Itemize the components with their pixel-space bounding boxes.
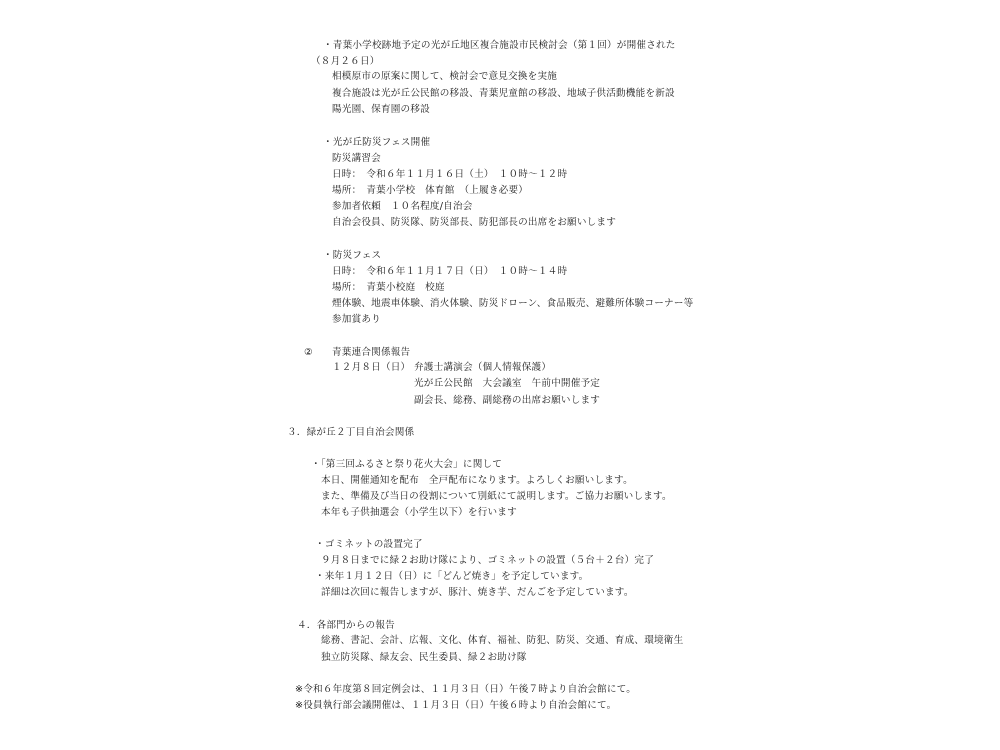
text-line: 光が丘公民館 大会議室 午前中開催予定 bbox=[414, 378, 601, 389]
section-heading: ４．各部門からの報告 bbox=[297, 620, 395, 631]
text-line: 本日、開催通知を配布 全戸配布になります。よろしくお願いします。 bbox=[321, 475, 633, 486]
text-line: 相模原市の原案に関して、検討会で意見交換を実施 bbox=[332, 71, 558, 82]
text-line: 青葉連合関係報告 bbox=[332, 347, 411, 358]
text-line: 日時： 令和６年１１月１６日（土） １０時～１２時 bbox=[332, 169, 568, 180]
text-line: 防災講習会 bbox=[332, 153, 381, 164]
text-line: ・青葉小学校跡地予定の光が丘地区複合施設市民検討会（第１回）が開催された bbox=[323, 40, 676, 51]
text-line: ・ゴミネットの設置完了 bbox=[315, 539, 423, 550]
text-line: また、準備及び当日の役割について別紙にて説明します。ご協力お願いします。 bbox=[321, 491, 672, 502]
text-line: 詳細は次回に報告しますが、豚汁、焼き芋、だんごを予定しています。 bbox=[321, 587, 634, 598]
text-line: 日時： 令和６年１１月１７日（日） １０時～１４時 bbox=[332, 266, 568, 277]
text-line: 弁護士講演会（個人情報保護） bbox=[414, 362, 552, 373]
text-line: 自治会役員、防災隊、防災部長、防犯部長の出席をお願いします bbox=[332, 217, 617, 228]
section-heading: ３．緑が丘２丁目自治会関係 bbox=[287, 427, 415, 438]
text-line: ・来年１月１２日（日）に「どんど焼き」を予定しています。 bbox=[315, 571, 589, 582]
text-line: 本年も子供抽選会（小学生以下）を行います bbox=[321, 507, 517, 518]
text-line: 参加賞あり bbox=[332, 314, 381, 325]
text-line: ・光が丘防災フェス開催 bbox=[323, 137, 431, 148]
text-line: 場所： 青葉小学校 体育館 （上履き必要） bbox=[332, 185, 529, 196]
text-line: 煙体験、地震車体験、消火体験、防災ドローン、食品販売、避難所体験コーナー等 bbox=[332, 298, 694, 309]
text-line: 複合施設は光が丘公民館の移設、青葉児童館の移設、地域子供活動機能を新設 bbox=[332, 88, 675, 99]
text-line: １２月８日（日） bbox=[332, 362, 411, 373]
note-line: ※令和６年度第８回定例会は、１１月３日（日）午後７時より自治会館にて。 bbox=[295, 684, 637, 695]
text-line: （８月２６日） bbox=[311, 56, 380, 67]
text-line: ・「第三回ふるさと祭り花火大会」に関して bbox=[311, 459, 503, 470]
text-line: 総務、書記、会計、広報、文化、体育、福祉、防犯、防災、交通、育成、環境衛生 bbox=[321, 635, 684, 646]
text-line: 独立防災隊、緑友会、民生委員、緑２お助け隊 bbox=[321, 652, 527, 663]
text-line: 参加者依頼 １０名程度/自治会 bbox=[332, 201, 473, 212]
text-line: 場所： 青葉小校庭 校庭 bbox=[332, 282, 445, 293]
text-line: ９月８日までに緑２お助け隊により、ゴミネットの設置（５台＋２台）完了 bbox=[321, 555, 654, 566]
text-line: 副会長、総務、副総務の出席お願いします bbox=[414, 395, 601, 406]
note-line: ※役員執行部会議開催は、１１月３日（日）午後６時より自治会館にて。 bbox=[295, 700, 617, 711]
text-line: ・防災フェス bbox=[323, 250, 382, 261]
text-line: 陽光園、保育園の移設 bbox=[332, 104, 430, 115]
item-number: ② bbox=[304, 347, 313, 358]
